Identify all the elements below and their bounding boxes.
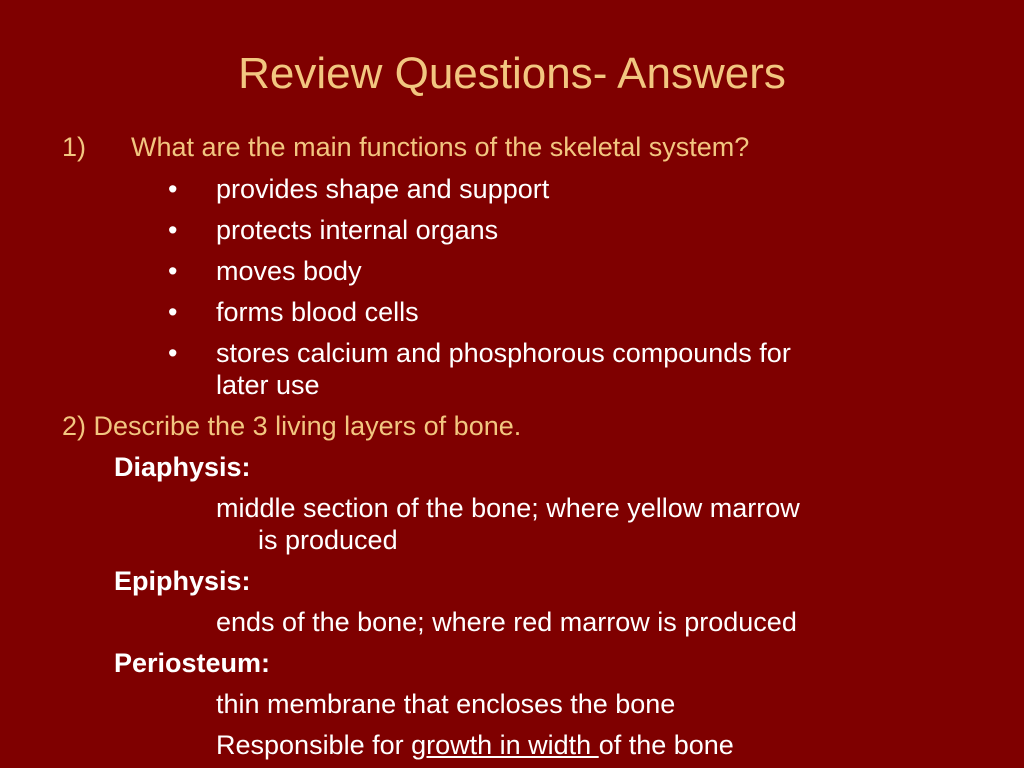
growth-in-width-emphasis: growth in width xyxy=(411,730,599,760)
bullet-item-moves-body: moves body xyxy=(216,256,362,286)
epiphysis-heading: Epiphysis: xyxy=(114,566,251,596)
epiphysis-description: ends of the bone; where red marrow is produced xyxy=(216,607,797,637)
diaphysis-heading: Diaphysis: xyxy=(114,452,251,482)
bullet-glyph: • xyxy=(168,215,178,245)
bullet-glyph: • xyxy=(168,297,178,327)
bullet-glyph: • xyxy=(168,338,178,368)
question-1-number: 1) xyxy=(62,132,87,162)
bullet-item-protects-organs: protects internal organs xyxy=(216,215,499,245)
bullet-glyph: • xyxy=(168,256,178,286)
bullet-item-blood-cells: forms blood cells xyxy=(216,297,419,327)
periosteum-growth-prefix: Responsible for xyxy=(216,730,412,760)
bullet-glyph: • xyxy=(168,174,178,204)
diaphysis-description: middle section of the bone; where yellow marrow xyxy=(216,493,800,523)
periosteum-heading: Periosteum: xyxy=(114,648,271,678)
periosteum-growth-suffix: of the bone xyxy=(598,730,734,760)
question-2-text: 2) Describe the 3 living layers of bone. xyxy=(62,411,522,441)
bullet-item-stores-calcium-continuation: later use xyxy=(216,370,320,400)
diaphysis-description-continuation: is produced xyxy=(258,525,398,555)
bullet-item-stores-calcium: stores calcium and phosphorous compounds for xyxy=(216,338,791,368)
question-1-text: What are the main functions of the skeletal system? xyxy=(131,132,750,162)
periosteum-growth-line xyxy=(216,729,734,761)
bullet-item-shape-support: provides shape and support xyxy=(216,174,550,204)
periosteum-description: thin membrane that encloses the bone xyxy=(216,689,676,719)
slide-title: Review Questions- Answers xyxy=(238,49,786,98)
